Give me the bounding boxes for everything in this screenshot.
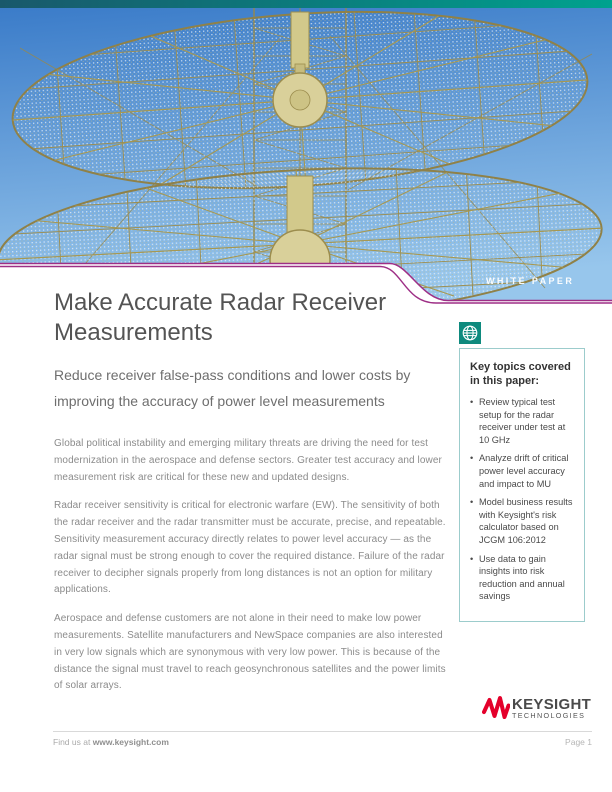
brand-name: KEYSIGHT xyxy=(512,696,592,713)
footer-find-us xyxy=(53,737,169,747)
key-topic-item: • Analyze drift of critical power level accuracy and impact to MU xyxy=(470,452,575,490)
key-topics-list xyxy=(470,396,575,603)
keysight-spark-icon xyxy=(482,695,510,726)
key-topics-box xyxy=(459,348,585,622)
brand-division: TECHNOLOGIES xyxy=(512,711,586,720)
paragraph: Aerospace and defense customers are not alone in their need to make low power measurements. Satellite manufacturers and NewSpace companies are also interested in very low signals which are synonymous with very low power. This is because of the distance the signal must travel to reach geosynchronous satellites and the power limits of solar arrays. xyxy=(54,613,446,692)
globe-icon xyxy=(459,322,481,344)
page-title: Make Accurate Radar Receiver Measurements xyxy=(54,289,387,346)
paragraph: Global political instability and emerging military threats are driving the need for test modernization in the aerospace and defense sectors. Greater test accuracy and lower measurement risk are critical for these new and updated designs. xyxy=(54,438,442,483)
body-copy xyxy=(54,436,448,707)
key-topic-item: • Use data to gain insights into risk reduction and annual savings xyxy=(470,553,575,603)
page-subtitle: Reduce receiver false-pass conditions and lower costs by improving the accuracy of power level measurements xyxy=(54,367,411,409)
footer-divider xyxy=(53,731,592,732)
white-paper-banner: WHITE PAPER xyxy=(486,276,575,286)
top-accent-bar xyxy=(0,0,612,8)
footer-prefix: Find us at xyxy=(53,737,93,747)
key-topic-item: • Model business results with Keysight's risk calculator based on JCGM 106:2012 xyxy=(470,496,575,546)
footer-website-link[interactable]: www.keysight.com xyxy=(92,737,169,747)
hero-photo-radar-antennas xyxy=(0,8,612,304)
paragraph: Radar receiver sensitivity is critical for electronic warfare (EW). The sensitivity of both the radar receiver and the radar transmitter must be accurate, precise, and repeatable. Sensitivity measurement accuracy directly relates to power level accuracy — as the radar signal must be strong enough to cover the required distance. Failure of the radar receiver to decipher signals properly from long distances is not an option for military applications. xyxy=(54,500,446,596)
keysight-logo xyxy=(482,694,592,722)
key-topics-heading: Key topics covered in this paper: xyxy=(470,361,571,387)
page-number: Page 1 xyxy=(565,737,592,747)
key-topic-item: • Review typical test setup for the radar receiver under test at 10 GHz xyxy=(470,396,575,446)
